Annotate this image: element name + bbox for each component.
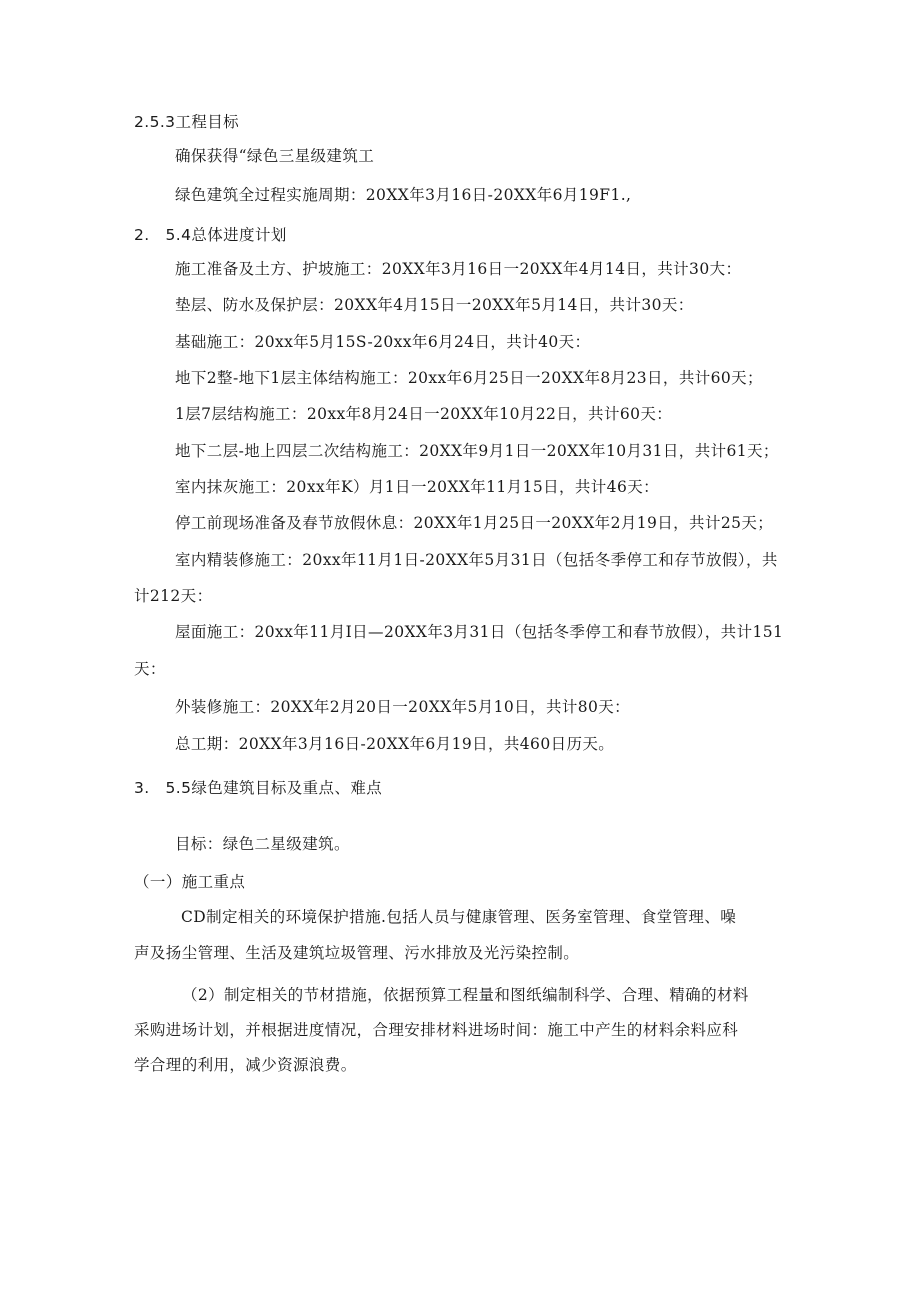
schedule-line-2: 垫层、防水及保护层：20XX年4月15日一20XX年5月14日，共计30天： xyxy=(175,296,694,314)
focus-item-1-line-1: CD制定相关的环境保护措施.包括人员与健康管理、医务室管理、食堂管理、噪 xyxy=(181,908,737,926)
section-heading-green-targets: 3. 5.5绿色建筑目标及重点、难点 xyxy=(134,779,383,797)
schedule-line-12: 总工期：20XX年3月16日-20XX年6月19日，共460日历天。 xyxy=(175,735,615,753)
schedule-line-3: 基础施工：20xx年5月15S-20xx年6月24日，共计40天： xyxy=(175,333,591,351)
goal-line-2: 绿色建筑全过程实施周期：20XX年3月16日-20XX年6月19F1., xyxy=(175,186,632,204)
goal-line-1: 确保获得“绿色三星级建筑工 xyxy=(175,147,375,165)
schedule-line-11: 外装修施工：20XX年2月20日一20XX年5月10日，共计80天： xyxy=(175,698,631,716)
target-line: 目标：绿色二星级建筑。 xyxy=(175,835,350,853)
focus-item-2-line-2: 采购进场计划，并根据进度情况，合理安排材料进场时间：施工中产生的材料余料应科 xyxy=(134,1021,739,1039)
schedule-line-9: 室内精装修施工：20xx年11月1日-20XX年5月31日（包括冬季停工和存节放假），共 xyxy=(175,551,778,569)
schedule-line-10: 屋面施工：20xx年11月I日—20XX年3月31日（包括冬季停工和春节放假），共计151 xyxy=(175,623,784,641)
schedule-line-10-cont: 天： xyxy=(134,660,166,678)
focus-item-1-line-2: 声及扬尘管理、生活及建筑垃圾管理、污水排放及光污染控制。 xyxy=(134,944,580,962)
schedule-line-4: 地下2整-地下1层主体结构施工：20xx年6月25日一20XX年8月23日，共计60天； xyxy=(175,369,763,387)
schedule-line-8: 停工前现场准备及春节放假休息：20XX年1月25日一20XX年2月19日，共计25天； xyxy=(175,514,774,532)
subheading-construction-focus: （一）施工重点 xyxy=(134,873,246,891)
schedule-line-9-cont: 计212天： xyxy=(134,587,213,605)
schedule-line-6: 地下二层-地上四层二次结构施工：20XX年9月1日一20XX年10月31日，共计61天； xyxy=(175,442,779,460)
schedule-line-5: 1层7层结构施工：20xx年8月24日一20XX年10月22日，共计60天： xyxy=(175,405,673,423)
schedule-line-7: 室内抹灰施工：20xx年K）月1日一20XX年11月15日，共计46天： xyxy=(175,478,660,496)
focus-item-2-line-3: 学合理的利用，减少资源浪费。 xyxy=(134,1056,357,1074)
schedule-line-1: 施工准备及土方、护坡施工：20XX年3月16日一20XX年4月14日，共计30大： xyxy=(175,260,742,278)
section-heading-project-goal: 2.5.3工程目标 xyxy=(134,113,240,131)
section-heading-schedule: 2. 5.4总体进度计划 xyxy=(134,226,287,244)
focus-item-2-line-1: （2）制定相关的节材措施，依据预算工程量和图纸编制科学、合理、精确的材料 xyxy=(182,986,749,1004)
